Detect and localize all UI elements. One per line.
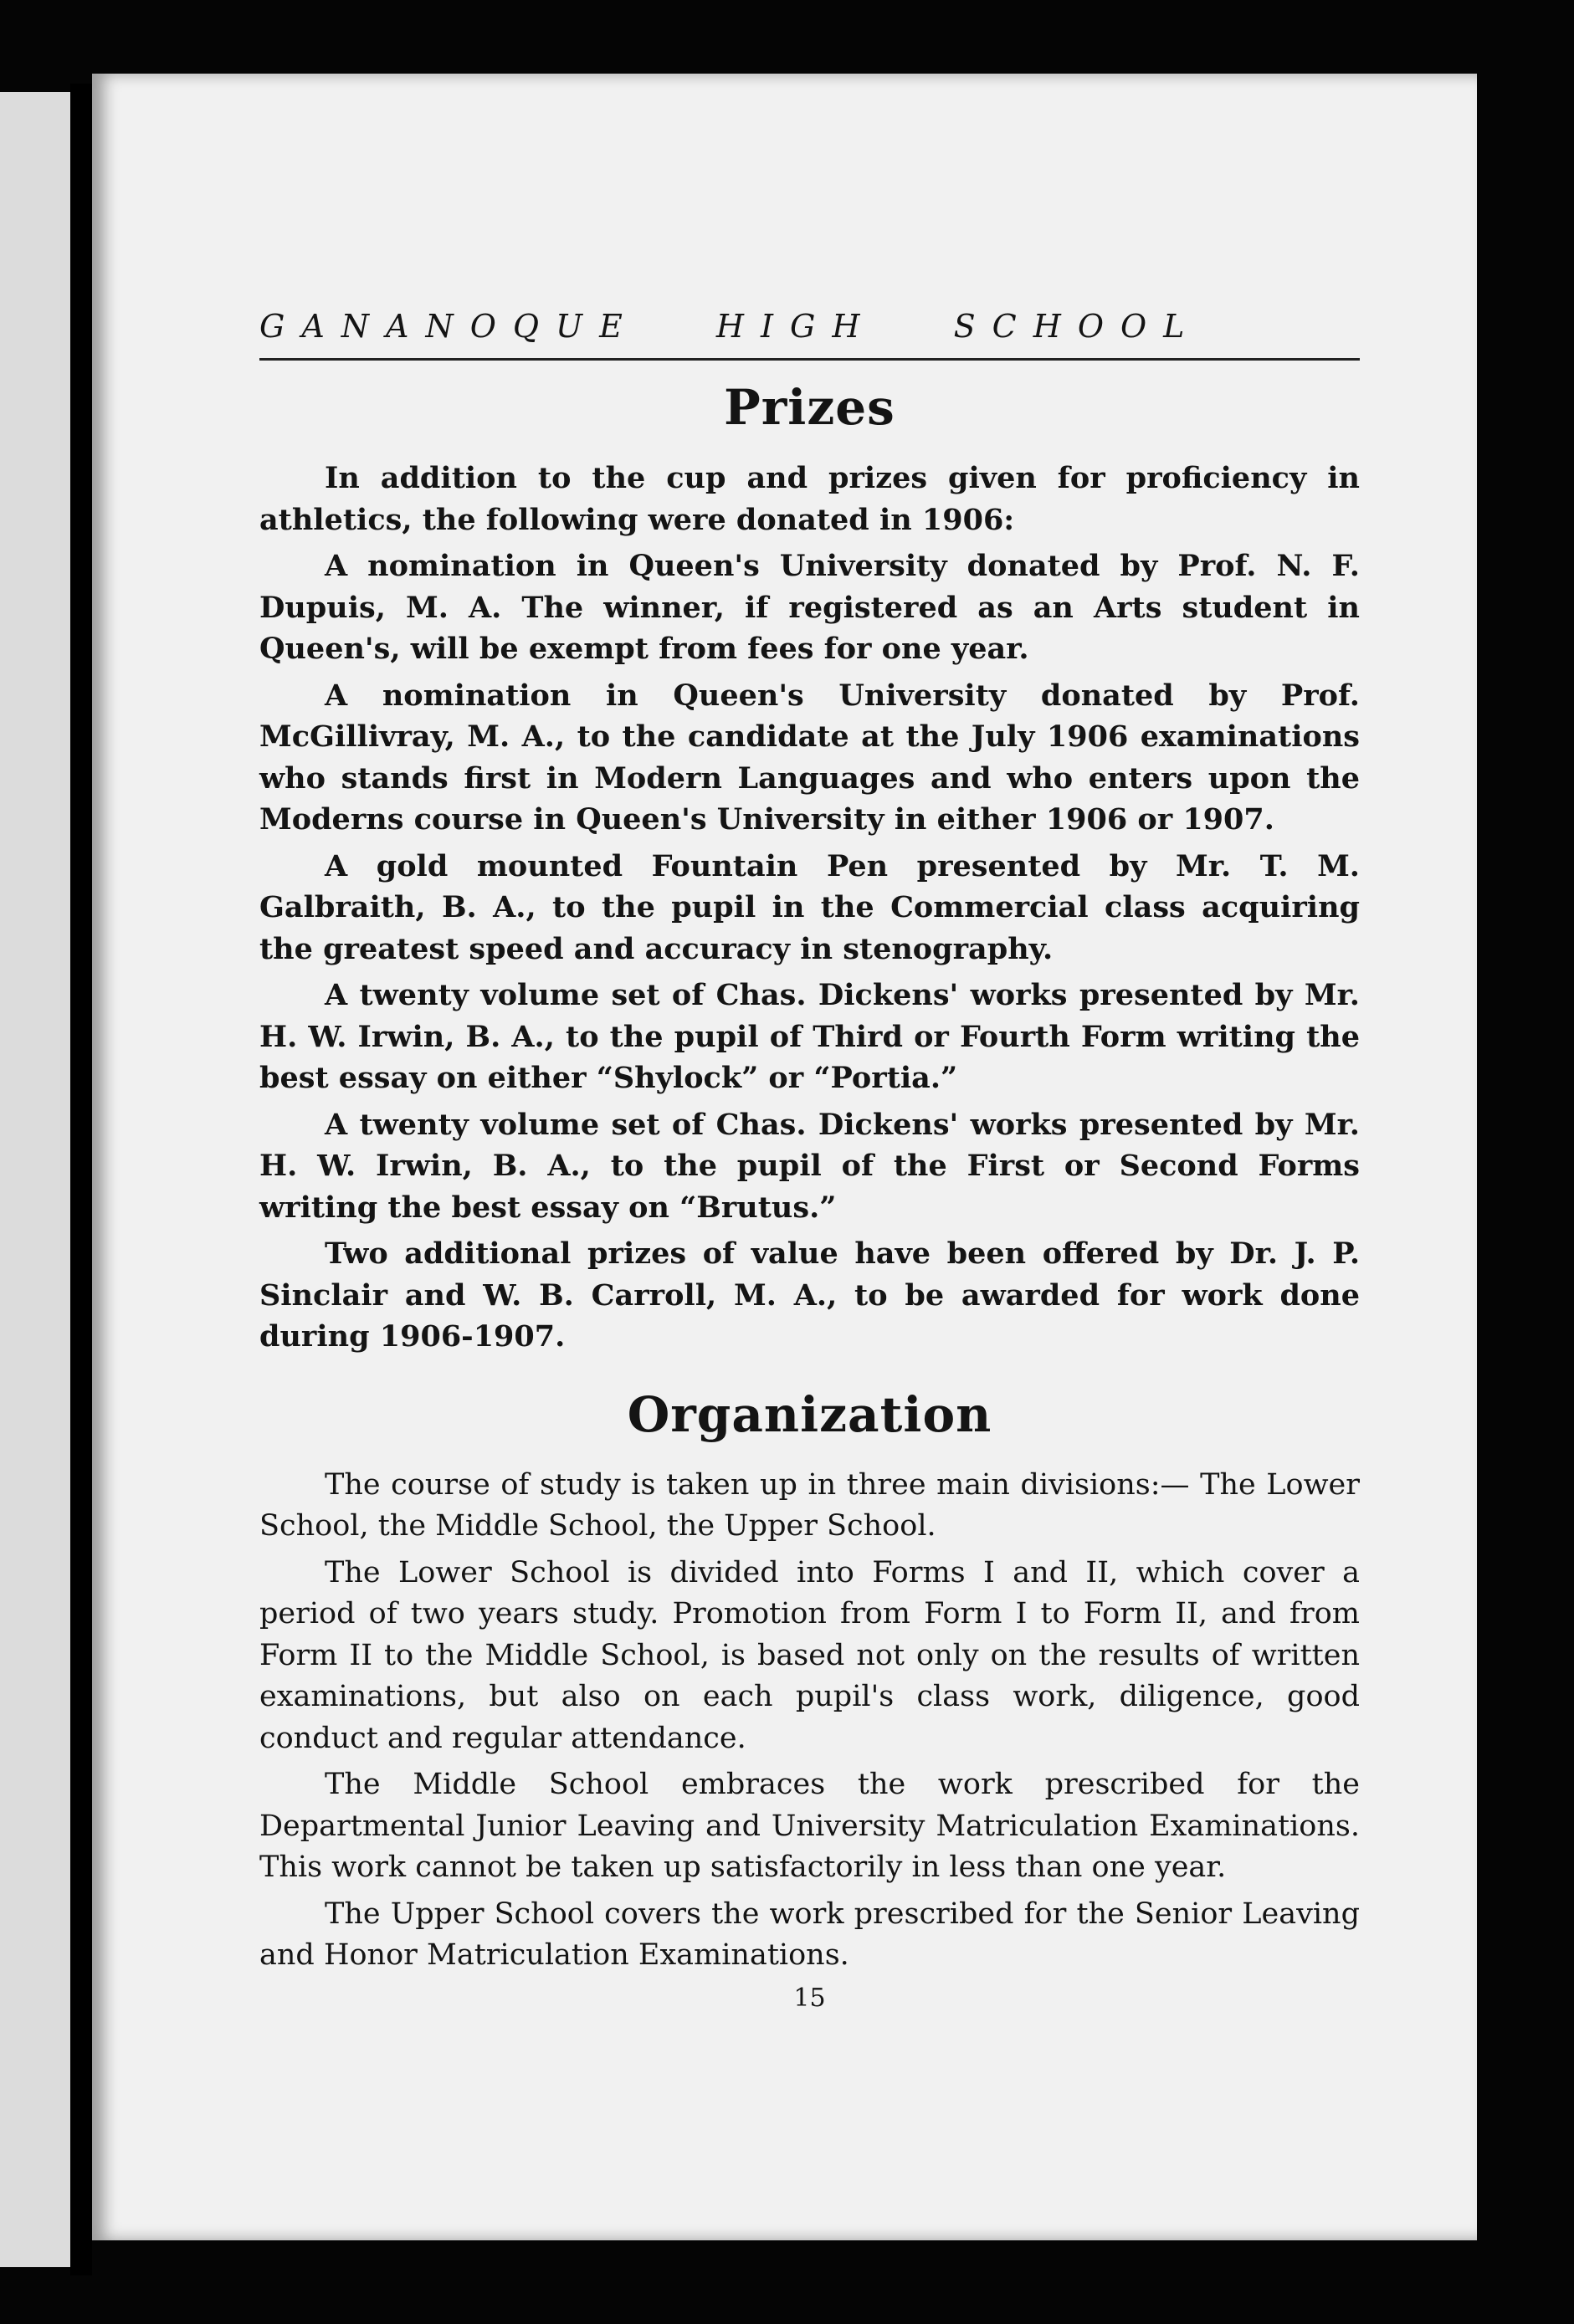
paragraph: In addition to the cup and prizes given for proficiency in athletics, the following were donated in 1906: <box>259 461 1360 537</box>
running-head: GANANOQUE HIGH SCHOOL <box>259 308 1360 361</box>
paragraph: A gold mounted Fountain Pen presented by Mr. T. M. Galbraith, B. A., to the pupil in the Commercial class acquiring the greatest speed and accuracy in stenography. <box>259 848 1360 966</box>
paragraph: Two additional prizes of value have been offered by Dr. J. P. Sinclair and W. B. Carroll, M. A., to be awarded for work done during 1906-1907. <box>259 1236 1360 1354</box>
paragraph: A nomination in Queen's University donated by Prof. N. F. Dupuis, M. A. The winner, if registered as an Arts student in Queen's, will be exempt from fees for one year. <box>259 549 1360 666</box>
book-gutter <box>70 84 92 2275</box>
adjacent-page-edge <box>0 92 70 2267</box>
paragraph: A twenty volume set of Chas. Dickens' works presented by Mr. H. W. Irwin, B. A., to the pupil of the First or Second Forms writing the best essay on “Brutus.” <box>259 1107 1360 1225</box>
paragraph: A nomination in Queen's University donated by Prof. McGillivray, M. A., to the candidate at the July 1906 examinations who stands first in Modern Languages and who enters upon the Moderns course in Queen's University in either 1906 or 1907. <box>259 678 1360 837</box>
page-content <box>259 308 1360 2013</box>
paragraph: The Middle School embraces the work prescribed for the Departmental Junior Leaving and University Matriculation Examinations. This work cannot be taken up satisfactorily in less than one year. <box>259 1768 1360 1884</box>
book-page <box>92 74 1477 2240</box>
paragraph: The Upper School covers the work prescribed for the Senior Leaving and Honor Matriculation Examinations. <box>259 1897 1360 1972</box>
paragraph: The Lower School is divided into Forms I and II, which cover a period of two years study. Promotion from Form I to Form II, and from Form II to the Middle School, is based not only on the results of written examinations, but also on each pupil's class work, diligence, good conduct and regular attendance. <box>259 1555 1360 1755</box>
section-title-prizes: Prizes <box>724 379 895 436</box>
section-title-organization: Organization <box>627 1385 992 1443</box>
page-number: 15 <box>793 1983 826 2013</box>
paragraph: The course of study is taken up in three main divisions:— The Lower School, the Middle School, the Upper School. <box>259 1467 1360 1543</box>
paragraph: A twenty volume set of Chas. Dickens' works presented by Mr. H. W. Irwin, B. A., to the pupil of Third or Fourth Form writing the best essay on either “Shylock” or “Portia.” <box>259 978 1360 1095</box>
